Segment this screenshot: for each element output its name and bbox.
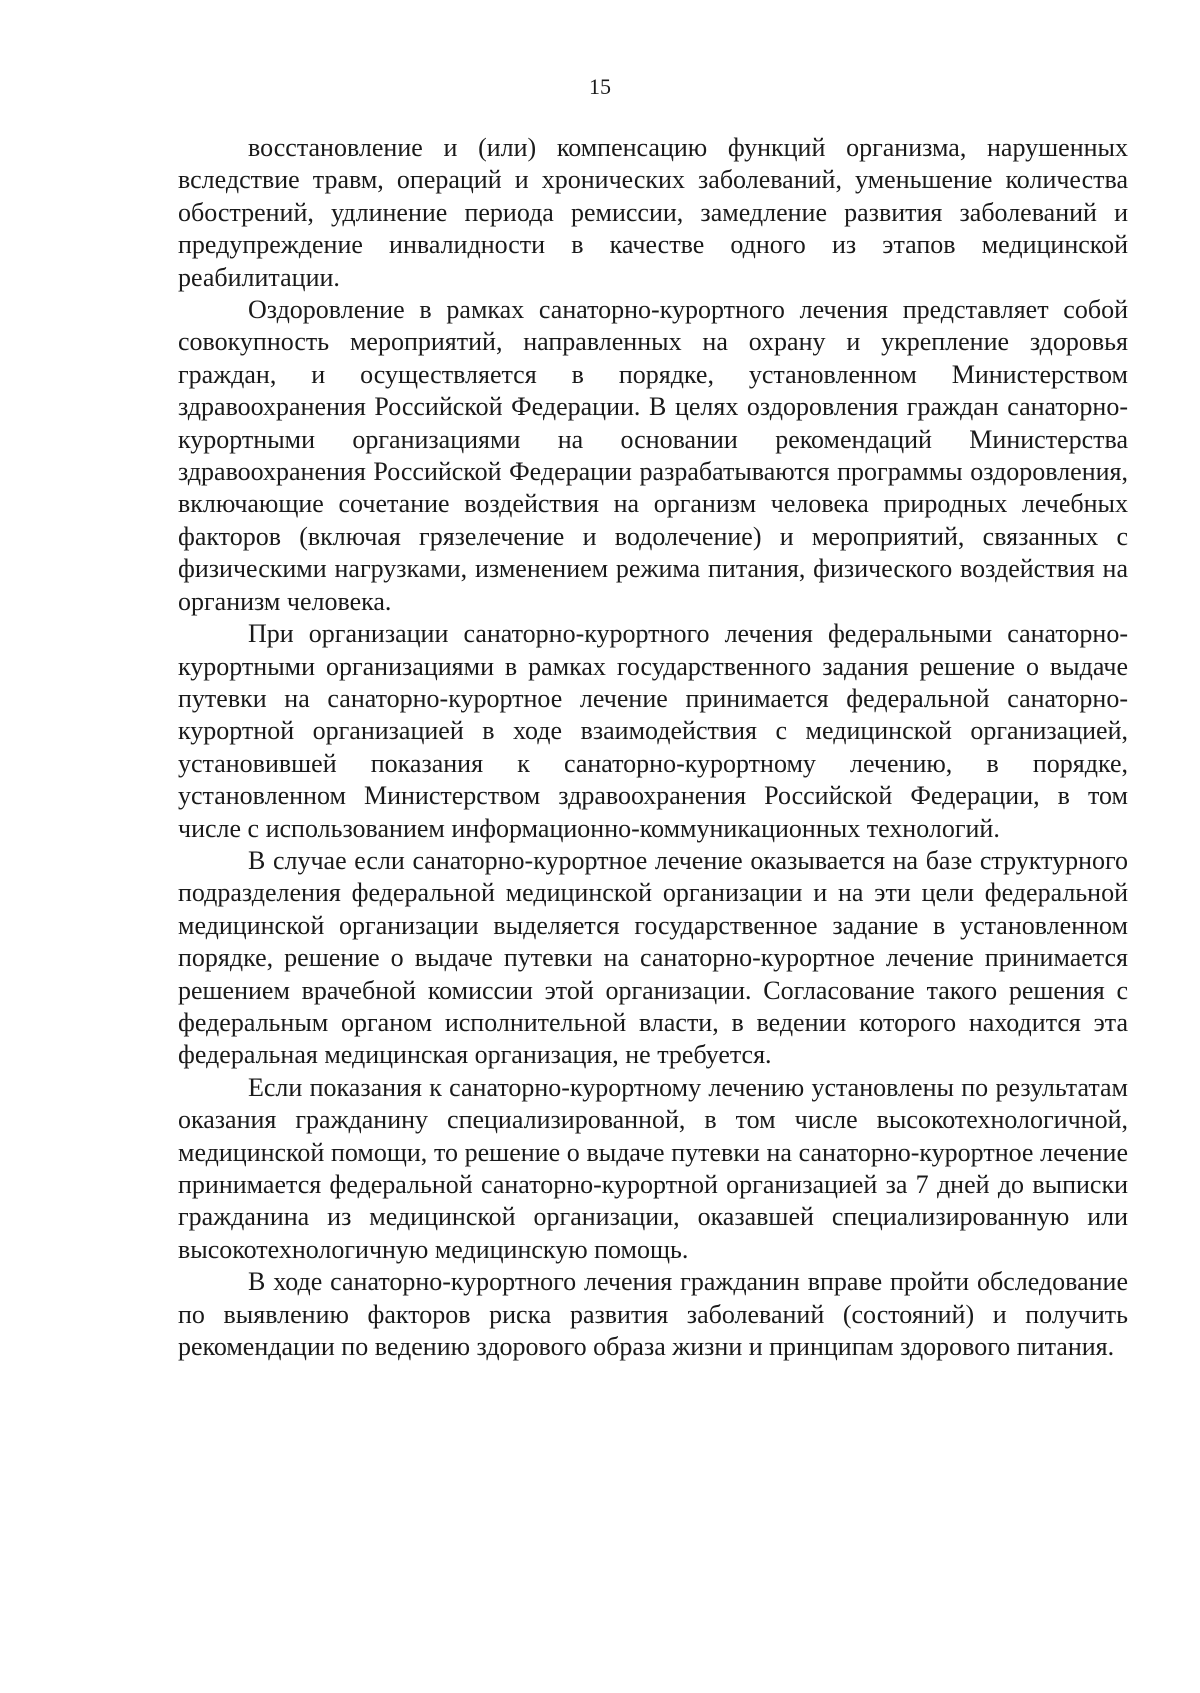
paragraph-5: Если показания к санаторно-курортному лечению установлены по результатам оказания гражданину специализированной, в том числе высокотехнологичной, медицинской помощи, то решение о выдаче путевки на санаторно-курортное лечение принимается федеральной санаторно-курортной организацией за 7 дней до выписки гражданина из медицинской организации, оказавшей специализированную или высокотехнологичную медицинскую помощь. (178, 1072, 1128, 1264)
page-number: 15 (589, 74, 611, 99)
paragraph-6: В ходе санаторно-курортного лечения гражданин вправе пройти обследование по выявлению факторов риска развития заболеваний (состояний) и получить рекомендации по ведению здорового образа жизни и принципам здорового питания. (178, 1267, 1128, 1362)
paragraph-2: Оздоровление в рамках санаторно-курортного лечения представляет собой совокупность мероприятий, направленных на охрану и укрепление здоровья граждан, и осуществляется в порядке, установленном Министерством здравоохранения Российской Федерации. В целях оздоровления граждан санаторно-курортными организациями на основании рекомендаций Министерства здравоохранения Российской Федерации разрабатываются программы оздоровления, включающие сочетание воздействия на организм человека природных лечебных факторов (включая грязелечение и водолечение) и мероприятий, связанных с физическими нагрузками, изменением режима питания, физического воздействия на организм человека. (178, 295, 1128, 616)
paragraph-4: В случае если санаторно-курортное лечение оказывается на базе структурного подразделения федеральной медицинской организации и на эти цели федеральной медицинской организации выделяется государственное задание в установленном порядке, решение о выдаче путевки на санаторно-курортное лечение принимается решением врачебной комиссии этой организации. Согласование такого решения с федеральным органом исполнительной власти, в ведении которого находится эта федеральная медицинская организация, не требуется. (178, 845, 1128, 1070)
paragraph-1: восстановление и (или) компенсацию функций организма, нарушенных вследствие травм, операций и хронических заболеваний, уменьшение количества обострений, удлинение периода ремиссии, замедление развития заболеваний и предупреждение инвалидности в качестве одного из этапов медицинской реабилитации. (178, 133, 1128, 292)
paragraph-3: При организации санаторно-курортного лечения федеральными санаторно-курортными организациями в рамках государственного задания решение о выдаче путевки на санаторно-курортное лечение принимается федеральной санаторно-курортной организацией в ходе взаимодействия с медицинской организацией, установившей показания к санаторно-курортному лечению, в порядке, установленном Министерством здравоохранения Российской Федерации, в том числе с использованием информационно-коммуникационных технологий. (178, 619, 1128, 843)
document-body (178, 132, 1128, 1363)
